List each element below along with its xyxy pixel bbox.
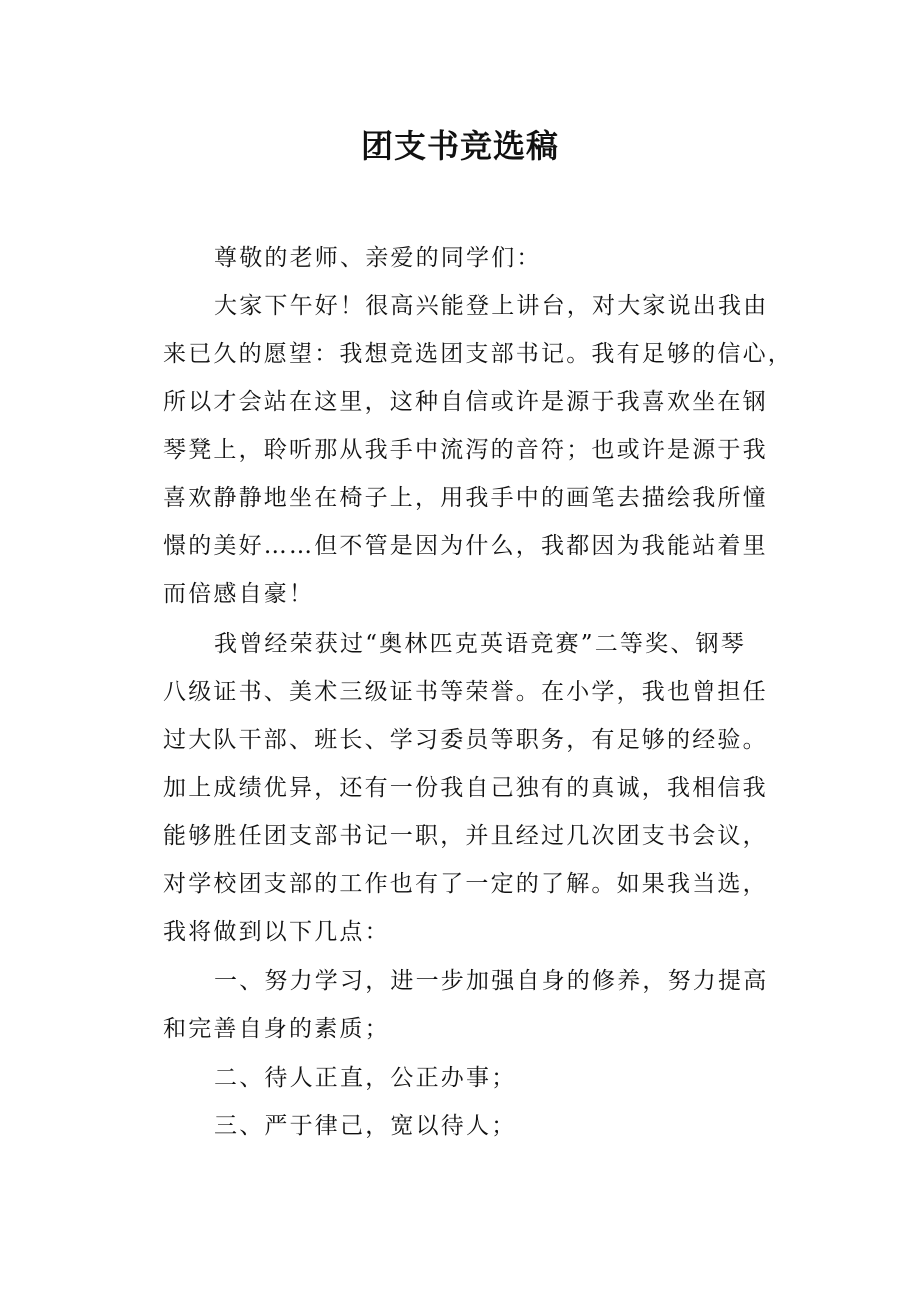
paragraph-2-line-4: 加上成绩优异，还有一份我自己独有的真诚，我相信我 xyxy=(163,775,768,801)
salutation-line: 尊敬的老师、亲爱的同学们： xyxy=(214,245,542,271)
paragraph-1-line-7: 而倍感自豪！ xyxy=(163,581,315,607)
paragraph-2-line-5: 能够胜任团支部书记一职，并且经过几次团支书会议， xyxy=(163,823,768,849)
paragraph-1-line-6: 憬的美好……但不管是因为什么，我都因为我能站着里 xyxy=(163,533,768,559)
paragraph-1-line-4: 琴凳上，聆听那从我手中流泻的音符；也或许是源于我 xyxy=(163,437,768,463)
point-2-line: 二、待人正直，公正办事； xyxy=(214,1065,517,1091)
point-1-line-2: 和完善自身的素质； xyxy=(163,1016,390,1042)
document-title: 团支书竞选稿 xyxy=(360,127,559,165)
paragraph-2-line-6: 对学校团支部的工作也有了一定的了解。如果我当选， xyxy=(163,871,768,897)
paragraph-1-line-2: 来已久的愿望：我想竞选团支部书记。我有足够的信心， xyxy=(163,341,793,367)
paragraph-2-line-2: 八级证书、美术三级证书等荣誉。在小学，我也曾担任 xyxy=(163,679,768,705)
paragraph-2-line-7: 我将做到以下几点： xyxy=(163,919,390,945)
paragraph-2-line-1: 我曾经荣获过“奥林匹克英语竞赛”二等奖、钢琴 xyxy=(214,631,746,657)
paragraph-2-line-3: 过大队干部、班长、学习委员等职务，有足够的经验。 xyxy=(163,727,768,753)
paragraph-1-line-5: 喜欢静静地坐在椅子上，用我手中的画笔去描绘我所憧 xyxy=(163,485,768,511)
point-3-line: 三、严于律己，宽以待人； xyxy=(214,1113,517,1139)
paragraph-1-line-3: 所以才会站在这里，这种自信或许是源于我喜欢坐在钢 xyxy=(163,389,768,415)
point-1-line-1: 一、努力学习，进一步加强自身的修养，努力提高 xyxy=(214,968,769,994)
paragraph-1-line-1: 大家下午好！很高兴能登上讲台，对大家说出我由 xyxy=(214,293,769,319)
